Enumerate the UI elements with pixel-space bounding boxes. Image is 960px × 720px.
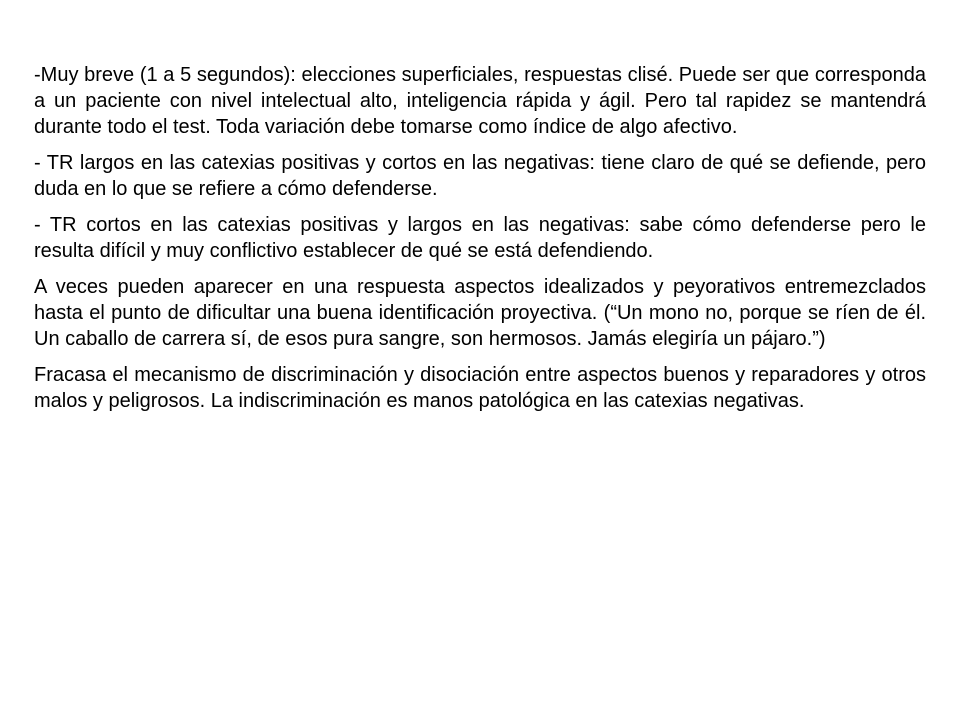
paragraph-idealized-pejorative: A veces pueden aparecer en una respuesta aspectos idealizados y peyorativos entremezclados hasta el punto de dificultar una buena identificación proyectiva. (“Un mono no, porque se ríen de él. Un caballo de carrera sí, de esos pura sangre, son hermosos. Jamás elegiría un pájaro.”)	[34, 276, 926, 350]
paragraph-long-positive-short-negative: - TR largos en las catexias positivas y cortos en las negativas: tiene claro de qué se defiende, pero duda en lo que se refiere a cómo defenderse.	[34, 152, 926, 200]
paragraph-discrimination-failure: Fracasa el mecanismo de discriminación y disociación entre aspectos buenos y reparadores y otros malos y peligrosos. La indiscriminación es manos patológica en las catexias negativas.	[34, 364, 926, 412]
paragraph-short-positive-long-negative: - TR cortos en las catexias positivas y largos en las negativas: sabe cómo defenderse pero le resulta difícil y muy conflictivo establecer de qué se está defendiendo.	[34, 214, 926, 262]
paragraph-very-brief-time: -Muy breve (1 a 5 segundos): elecciones superficiales, respuestas clisé. Puede ser que corresponda a un paciente con nivel intelectual alto, inteligencia rápida y ágil. Pero tal rapidez se mantendrá durante todo el test. Toda variación debe tomarse como índice de algo afectivo.	[34, 64, 926, 138]
slide-text-body	[34, 62, 926, 424]
